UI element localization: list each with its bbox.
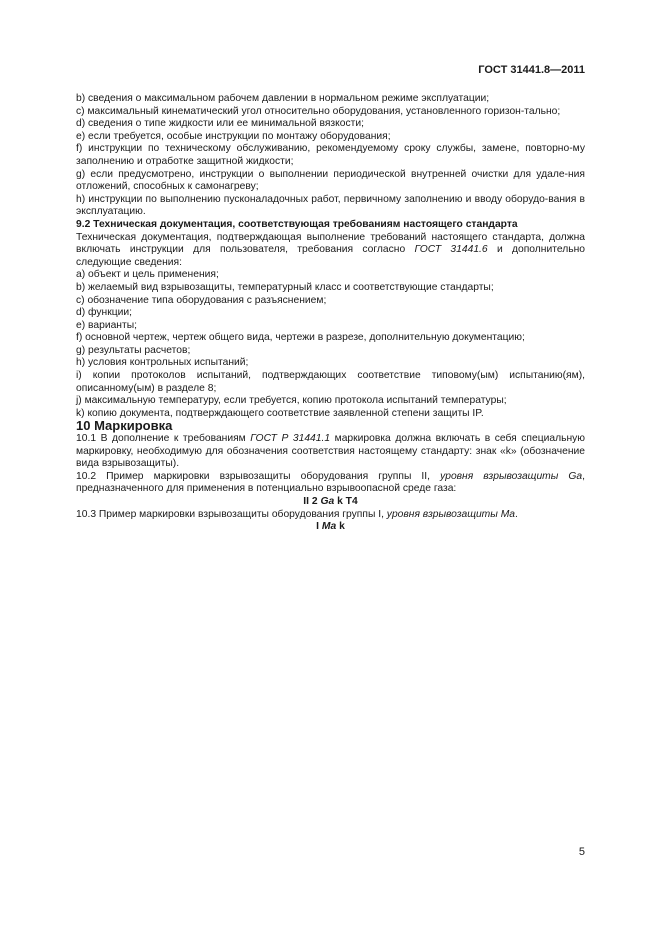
list-item: e) если требуется, особые инструкции по монтажу оборудования; (76, 130, 391, 142)
document-code: ГОСТ 31441.8—2011 (478, 64, 585, 76)
list-item: e) варианты; (76, 319, 137, 331)
list-item: h) условия контрольных испытаний; (76, 357, 249, 369)
list-item: f) инструкции по техническому обслуживанию, рекомендуемому сроку службы, замене, повторно-му заполнению и отработке защитной жидкости; (76, 143, 585, 167)
page-content (76, 93, 585, 534)
list-item: g) если предусмотрено, инструкции о выполнении периодической внутренней очистки для удале-ния отложений, способных к самонагреву; (76, 168, 585, 193)
list-item: h) инструкции по выполнению пусконаладочных работ, первичному заполнению и вводу оборудо-вания в эксплуатацию. (76, 193, 585, 218)
standard-reference: ГОСТ 31441.6 (414, 244, 488, 256)
list-item: f) основной чертеж, чертеж общего вида, чертежи в разрезе, дополнительную документацию; (76, 332, 525, 344)
list-item: b) желаемый вид взрывозащиты, температурный класс и соответствующие стандарты; (76, 281, 494, 293)
list-item: j) максимальную температуру, если требуется, копию протокола испытаний температуры; (76, 395, 507, 407)
section-10-heading: 10 Маркировка (76, 418, 173, 434)
list-item: k) копию документа, подтверждающего соответствие заявленной степени защиты IP. (76, 407, 484, 419)
standard-reference: ГОСТ Р 31441.1 (250, 433, 331, 445)
list-item: g) результаты расчетов; (76, 344, 191, 356)
section-9-2-heading: 9.2 Техническая документация, соответствующая требованиям настоящего стандарта (76, 218, 518, 230)
marking-example-2: I Ma k (316, 521, 345, 533)
paragraph-10-1: 10.1 В дополнение к требованиям ГОСТ Р 31441.1 маркировка должна включать в себя специальную маркировку, необходимую для обозначения соответствия настоящему стандарту: знак «k» (обозначение вида взрывозащиты). (76, 433, 586, 470)
paragraph-10-2: 10.2 Пример маркировки взрывозащиты оборудования группы II, уровня взрывозащиты Ga, предназначенного для применения в потенциально взрывоопасной среде газа: (76, 470, 585, 495)
paragraph-10-3: 10.3 Пример маркировки взрывозащиты оборудования группы I, уровня взрывозащиты Ma. (76, 508, 518, 520)
list-item: a) объект и цель применения; (76, 269, 219, 281)
list-item: d) сведения о типе жидкости или ее минимальной вязкости; (76, 118, 364, 130)
list-item: i) копии протоколов испытаний, подтверждающих соответствие типовому(ым) испытанию(ям), описанному(ым) в разделе 8; (76, 370, 585, 394)
list-item: c) максимальный кинематический угол относительно оборудования, установленного горизон-тально; (76, 105, 561, 117)
section-9-2-intro: Техническая документация, подтверждающая выполнение требований настоящего стандарта, должна включать инструкции для пользователя, требования согласно ГОСТ 31441.6 и дополнительно следующие сведения: (76, 231, 586, 268)
list-item: c) обозначение типа оборудования с разъяснением; (76, 294, 327, 306)
marking-example-1: II 2 Ga k T4 (303, 496, 358, 507)
list-item: b) сведения о максимальном рабочем давлении в нормальном режиме эксплуатации; (76, 93, 490, 104)
list-item: d) функции; (76, 307, 132, 319)
page-number: 5 (578, 846, 585, 858)
